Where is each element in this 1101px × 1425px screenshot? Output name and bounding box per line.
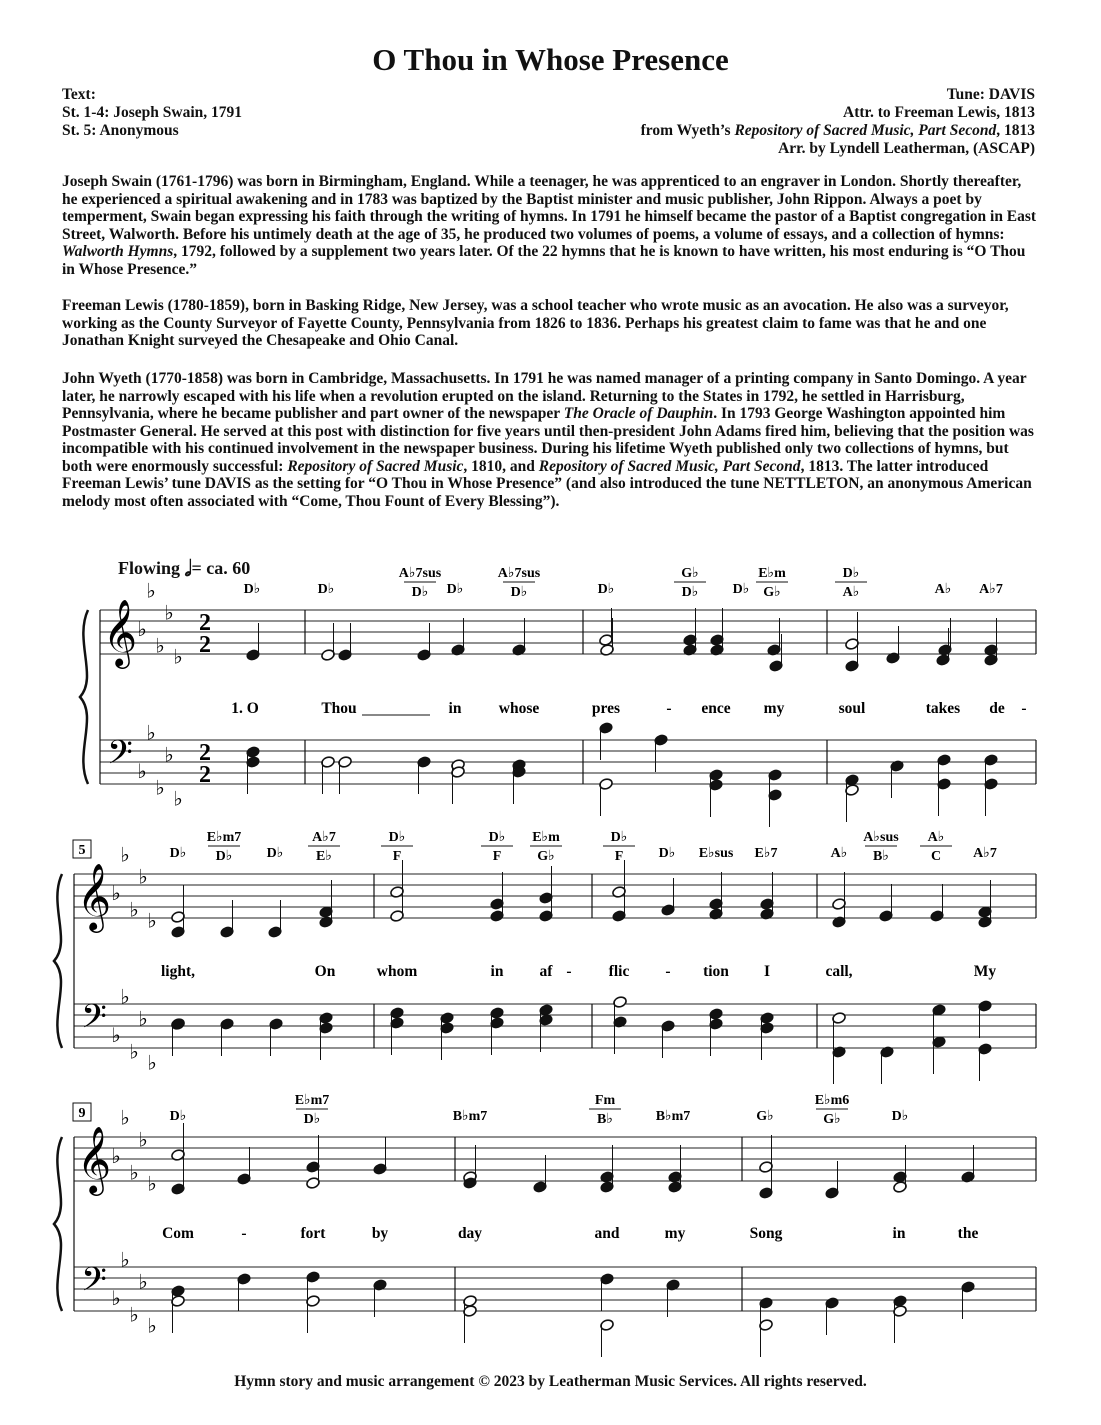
notehead [490,910,505,923]
chord-symbol: A♭7sus [497,566,541,581]
notehead [171,1295,186,1308]
notehead [373,1163,388,1176]
notehead [845,784,860,797]
notehead [893,1171,908,1184]
bass-staff [100,740,1036,784]
notehead [390,1007,405,1020]
flat-icon: ♭ [138,1008,148,1031]
chord-symbol: E♭m7 [206,830,242,845]
notehead [825,1297,840,1310]
treble-staff [100,610,1036,654]
notehead [880,1046,895,1059]
tempo-marking: Flowing 𝅗𝅥= ca. 60 [118,556,251,581]
flat-icon: ♭ [164,602,174,625]
notehead [760,908,775,921]
notehead [171,1018,186,1031]
flat-icon: ♭ [111,1025,121,1047]
notehead [338,756,353,769]
tune-source: from Wyeth’s Repository of Sacred Music, Part Second, 1813 [640,122,1035,139]
measure-number-box [73,1103,91,1121]
notehead [220,926,235,939]
flat-icon: ♭ [111,883,121,905]
chord-symbol: A♭sus [863,830,899,845]
lyric-syllable: - [666,700,672,717]
lyric-syllable: in [448,700,462,717]
notehead [600,1273,615,1286]
text-credit-line: St. 5: Anonymous [62,122,179,139]
chord-symbol: E♭m7 [294,1093,330,1108]
notehead [668,1181,683,1194]
notehead [512,766,527,779]
chord-bass: B♭ [873,849,889,864]
lyric-syllable: whose [498,700,540,717]
notehead [171,1149,186,1162]
notehead [319,916,334,929]
notehead [246,649,261,662]
notehead [886,652,901,665]
lyric-syllable: day [457,1225,483,1242]
notehead [938,644,953,657]
notehead [932,1004,947,1017]
notehead [978,1000,993,1013]
notehead [709,1008,724,1021]
lyric-syllable: I [763,963,771,980]
chord-bass: D♭ [411,585,429,600]
notehead [832,1046,847,1059]
flat-icon: ♭ [147,1315,157,1338]
half-note-icon: 𝅗𝅥 [184,556,192,581]
treble-staff [74,874,1036,918]
flat-icon: ♭ [173,788,183,811]
chord-bass: G♭ [823,1112,841,1127]
bass-clef-icon: 𝄢 [107,734,133,779]
notehead [600,1171,615,1184]
notehead [539,1014,554,1027]
notehead [710,634,725,647]
flat-icon: ♭ [120,986,130,1009]
flat-icon: ♭ [173,646,183,669]
notehead [237,1273,252,1286]
lyric-syllable: tion [703,963,729,980]
chord-symbol: A♭ [927,830,945,845]
chord-symbol: E♭m [758,566,786,581]
notehead [440,1022,455,1035]
flat-icon: ♭ [155,635,165,658]
notehead [599,634,614,647]
notehead [390,1017,405,1030]
lyric-syllable: - [241,1225,247,1242]
text-credits [62,86,242,140]
chord-symbol: D♭ [658,846,676,861]
chord-symbol: B♭m7 [452,1109,488,1124]
chord-symbol: G♭ [681,566,699,581]
notehead [893,1181,908,1194]
chord-bass: G♭ [537,849,555,864]
lyric-syllable: af [539,963,553,980]
notehead [937,778,952,791]
lyric-syllable: On [314,963,336,980]
measure-number: 5 [78,843,86,858]
story-paragraph-lewis: Freeman Lewis (1780-1859), born in Basking Ridge, New Jersey, was a school teacher who wrote music as an avocation. He also was a surveyor, working as the County Surveyor of Fayette County, Pennsylvania from 1826 to 1836. Perhaps his greatest claim to fame was that he and one Jonathan Knight surveyed the Chesapeake and Ohio Canal. [62,297,1009,349]
chord-symbol: E♭sus [698,846,734,861]
notehead [463,1171,478,1184]
flat-icon: ♭ [120,1107,130,1130]
measure-number-box [73,840,91,858]
flat-icon: ♭ [129,1304,139,1327]
notehead [709,908,724,921]
treble-clef-icon: 𝄞 [76,1127,112,1192]
notehead [769,660,784,673]
notehead [319,1012,334,1025]
tune-name: Tune: DAVIS [946,86,1035,103]
hymn-title: O Thou in Whose Presence [372,42,729,77]
chord-bass: A♭ [842,585,860,600]
time-signature-bottom: 2 [199,632,211,658]
treble-clef-icon: 𝄞 [102,600,138,665]
chord-bass: F [392,849,402,864]
chord-symbol: A♭ [934,582,952,597]
lyric-syllable: pres [591,700,621,717]
flat-icon: ♭ [111,1288,121,1310]
notehead [936,654,951,667]
chord-symbol: D♭ [891,1109,909,1124]
notehead [490,898,505,911]
lyric-syllable: flic [608,963,630,980]
notehead [893,1305,908,1318]
bass-staff [74,1004,1036,1048]
notehead [390,910,405,923]
notehead [512,644,527,657]
chord-symbol: G♭ [756,1109,774,1124]
notehead [171,1183,186,1196]
chord-symbol: Fm [594,1093,616,1108]
notehead [984,778,999,791]
brace-icon [54,874,62,1048]
notehead [171,1018,186,1031]
notehead [539,892,554,905]
notehead [961,1281,976,1294]
chord-bass: F [492,849,502,864]
notehead [613,1016,628,1029]
notehead [319,1022,334,1035]
time-signature-top: 2 [199,740,211,766]
time-signature-bottom: 2 [199,762,211,788]
chord-symbol: D♭ [317,582,335,597]
notehead [463,1177,478,1190]
lyric-syllable: - [1021,700,1027,717]
lyric-syllable: my [763,700,785,717]
chord-symbol: D♭ [842,566,860,581]
flat-icon: ♭ [147,1052,157,1075]
chord-symbol: D♭ [488,830,506,845]
notehead [533,1181,548,1194]
lyric-syllable: - [566,963,572,980]
chord-symbol: D♭ [243,582,261,597]
chord-symbol: D♭ [610,830,628,845]
chord-bass: C [930,849,942,864]
notehead [237,1173,252,1186]
notehead [246,746,261,759]
treble-staff [74,1137,1036,1181]
lyric-syllable: takes [925,700,961,717]
bass-clef-icon: 𝄢 [81,1261,107,1306]
chord-bass: G♭ [763,585,781,600]
brace-icon [54,1137,62,1311]
notehead [599,722,614,735]
chord-symbol: D♭ [169,1109,187,1124]
notehead [306,1271,321,1284]
lyric-syllable: the [957,1225,979,1242]
notehead [683,644,698,657]
notehead [490,1017,505,1030]
lyric-syllable: call, [825,963,853,980]
notehead [269,1018,284,1031]
chord-symbol: D♭ [597,582,615,597]
flat-icon: ♭ [129,1041,139,1064]
flat-icon: ♭ [146,580,156,603]
chord-symbol: A♭7sus [398,566,442,581]
chord-symbol: A♭7 [973,846,997,861]
flat-icon: ♭ [146,722,156,745]
notehead [306,1295,321,1308]
notehead [930,910,945,923]
brace-icon [80,610,88,784]
notehead [709,898,724,911]
lyric-syllable: ence [701,700,731,717]
lyric-syllable: Thou [321,700,357,717]
notehead [709,1018,724,1031]
lyric-syllable: light, [160,963,196,980]
notehead [612,886,627,899]
notehead [683,634,698,647]
notehead [268,926,283,939]
chord-symbol: D♭ [266,846,284,861]
chord-symbol: D♭ [169,846,187,861]
notehead [612,910,627,923]
lyric-syllable: 1. O [231,700,259,717]
notehead [306,1177,321,1190]
lyric-syllable: whom [376,963,418,980]
notehead [451,759,466,772]
notehead [463,1305,478,1318]
lyric-syllable: fort [300,1225,326,1242]
measure-number: 9 [78,1106,86,1121]
notehead [654,734,669,747]
notehead [613,996,628,1009]
flat-icon: ♭ [137,619,147,641]
bass-staff [74,1267,1036,1311]
lyric-syllable: My [973,963,997,980]
lyric-syllable: Song [749,1225,783,1242]
flat-icon: ♭ [147,910,157,933]
chord-symbol: D♭ [446,582,464,597]
lyric-syllable: and [594,1225,620,1242]
notehead [373,1279,388,1292]
lyric-syllable: in [892,1225,906,1242]
chord-bass: D♭ [510,585,528,600]
notehead [845,660,860,673]
notehead [759,1319,774,1332]
lyric-syllable: de [989,700,1005,717]
chord-symbol: A♭7 [979,582,1003,597]
notehead [451,644,466,657]
notehead [512,759,527,772]
notehead [171,926,186,939]
chord-symbol: A♭ [830,846,848,861]
notehead [845,774,860,787]
flat-icon: ♭ [147,1173,157,1196]
notehead [961,1171,976,1184]
flat-icon: ♭ [137,761,147,783]
chord-bass: D♭ [303,1112,321,1127]
bass-clef-icon: 𝄢 [81,998,107,1043]
notehead [171,1285,186,1298]
notehead [759,1297,774,1310]
notehead [490,1007,505,1020]
notehead [709,769,724,782]
chord-symbol: D♭ [732,582,750,597]
notehead [171,911,186,924]
flat-icon: ♭ [120,844,130,867]
notehead [319,906,334,919]
flat-icon: ♭ [129,1162,139,1185]
notehead [845,638,860,651]
notehead [760,898,775,911]
notehead [661,904,676,917]
notehead [832,1012,847,1025]
notehead [984,654,999,667]
notehead [709,779,724,792]
notehead [220,1018,235,1031]
chord-bass: F [614,849,624,864]
lyric-syllable: Com [162,1225,194,1242]
notehead [760,1022,775,1035]
text-credit-line: St. 1-4: Joseph Swain, 1791 [62,104,242,121]
notehead [539,910,554,923]
story-paragraph-wyeth: John Wyeth (1770-1858) was born in Cambridge, Massachusetts. In 1791 he was named manager of a printing company in Santo Domingo. A year later, he narrowly escaped with his life when a revolution erupted on the island. Returning to the States in 1792, he settled in Harrisburg, Pennsylvania, where he became publisher and part owner of the newspaper The Oracle of Dauphin. In 1793 George Washington appointed him Postmaster General. He served at this post with distinction for five years until then-president John Adams fired him, believing that the position was incompatible with his continued involvement in the newspaper business. During his lifetime Wyeth published only two collections of hymns, but both were enormously successful: Repository of Sacred Music, 1810, and Repository of Sacred Music, Part Second, 1813. The latter introduced Freeman Lewis’ tune DAVIS as the setting for “O Thou in Whose Presence” (and also introduced the tune NETTLETON, an anonymous American melody most often associated with “Come, Thou Fount of Every Blessing”). [62,370,1034,510]
flat-icon: ♭ [164,744,174,767]
chord-symbol: B♭m7 [655,1109,691,1124]
notehead [832,898,847,911]
notehead [932,1036,947,1049]
lyric-syllable: - [665,963,671,980]
notehead [666,1279,681,1292]
notehead [661,1020,676,1033]
story-paragraph-swain: Joseph Swain (1761-1796) was born in Birmingham, England. While a teenager, he was apprenticed to an engraver in London. Shortly thereafter, he experienced a spiritual awakening and in 1783 was baptized by the Baptist minister and music publisher, John Rippon. Always a poet by temperment, Swain began expressing his faith through the writing of hymns. In 1791 he himself became the pastor of a Baptist congregation in East Street, Walworth. Before his untimely death at the age of 35, he produced two volumes of poems, a volume of essays, and a collection of hymns: Walworth Hymns, 1792, followed by a supplement two years later. Of the 22 hymns that he is known to have written, his most enduring is “O Thou in Whose Presence.” [62,173,1037,278]
chord-symbol: E♭m6 [814,1093,850,1108]
notehead [760,1012,775,1025]
notehead [937,754,952,767]
notehead [390,886,405,899]
treble-clef-icon: 𝄞 [76,864,112,929]
lyric-syllable: by [371,1225,389,1242]
notehead [759,1161,774,1174]
flat-icon: ♭ [120,1249,130,1272]
flat-icon: ♭ [111,1146,121,1168]
notehead [463,1295,478,1308]
notehead [978,916,993,929]
notehead [600,644,615,657]
tune-credits [641,86,1035,158]
notehead [246,756,261,769]
notehead [767,644,782,657]
notehead [440,1012,455,1025]
lyric-syllable: in [490,963,504,980]
notehead [668,1171,683,1184]
notehead [599,778,614,791]
arranger-credit: Arr. by Lyndell Leatherman, (ASCAP) [778,140,1035,157]
flat-icon: ♭ [155,777,165,800]
notehead [600,1319,615,1332]
notehead [417,649,432,662]
notehead [759,1187,774,1200]
time-signature-top: 2 [199,610,211,636]
notehead [321,756,336,769]
chord-symbol: A♭7 [312,830,336,845]
chord-bass: B♭ [597,1112,613,1127]
chord-symbol: E♭7 [754,846,778,861]
flat-icon: ♭ [138,1271,148,1294]
notehead [417,756,432,769]
notehead [825,1187,840,1200]
notehead [978,906,993,919]
notehead [832,916,847,929]
notehead [893,1295,908,1308]
copyright-footer: Hymn story and music arrangement © 2023 by Leatherman Music Services. All rights reserved. [234,1373,867,1390]
tune-attribution: Attr. to Freeman Lewis, 1813 [843,104,1035,121]
flat-icon: ♭ [138,1129,148,1152]
chord-symbol: D♭ [388,830,406,845]
notehead [768,769,783,782]
notehead [879,910,894,923]
notehead [890,760,905,773]
chord-bass: D♭ [681,585,699,600]
lyric-syllable: soul [838,700,866,717]
notehead [451,766,466,779]
flat-icon: ♭ [138,866,148,889]
notehead [984,644,999,657]
chord-bass: D♭ [215,849,233,864]
text-credit-line: Text: [62,86,96,103]
notehead [321,649,336,662]
notehead [306,1161,321,1174]
chord-symbol: E♭m [532,830,560,845]
lyric-syllable: my [664,1225,686,1242]
notehead [768,789,783,802]
notehead [710,644,725,657]
flat-icon: ♭ [129,899,139,922]
notehead [978,1043,993,1056]
chord-bass: E♭ [316,849,332,864]
notehead [338,649,353,662]
notehead [539,1004,554,1017]
notehead [600,1181,615,1194]
notehead [984,754,999,767]
